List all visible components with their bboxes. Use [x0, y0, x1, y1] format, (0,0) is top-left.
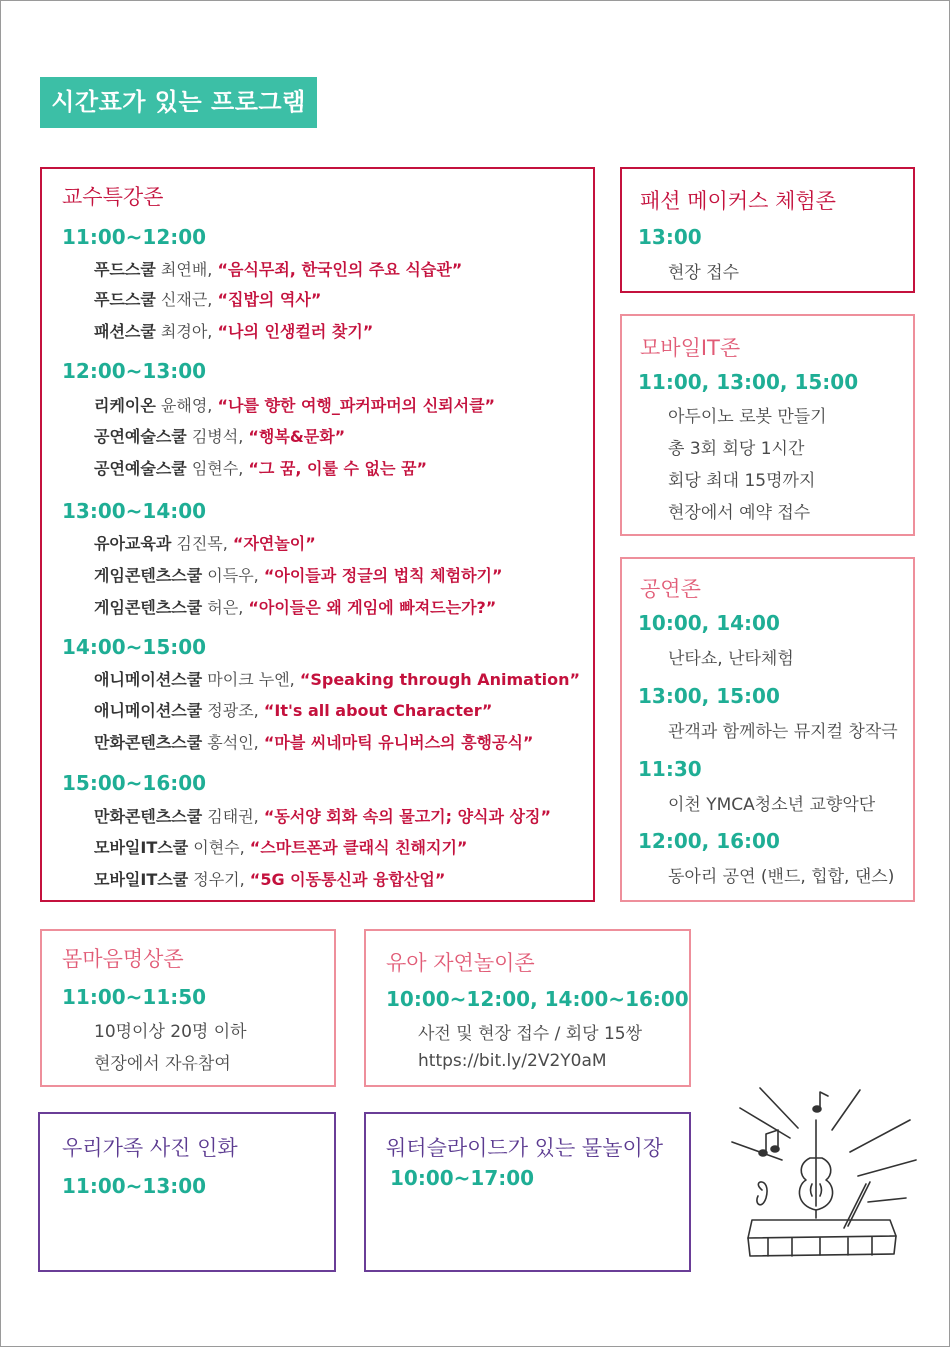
meditation-detail: 현장에서 자유참여 — [94, 1054, 231, 1074]
fashion-time: 13:00 — [638, 225, 702, 249]
kids-nature-detail: 사전 및 현장 접수 / 회당 15쌍 — [418, 1024, 643, 1044]
page-title: 시간표가 있는 프로그램 — [40, 77, 317, 128]
lecture-item: 게임콘텐츠스쿨 이득우, “아이들과 정글의 법칙 체험하기” — [94, 566, 503, 585]
mobile-detail: 아두이노 로봇 만들기 — [668, 407, 827, 427]
lecture-slot-time: 12:00~13:00 — [62, 359, 207, 383]
water-slide-title: 워터슬라이드가 있는 물놀이장 — [386, 1136, 664, 1160]
performance-time: 12:00, 16:00 — [638, 829, 780, 853]
lecture-item: 애니메이션스쿨 마이크 누엔, “Speaking through Animation” — [94, 670, 580, 689]
cello-stage-illustration — [720, 1080, 920, 1260]
meditation-zone-title: 몸마음명상존 — [62, 947, 184, 971]
lecture-zone-box — [40, 167, 595, 902]
family-photo-time: 11:00~13:00 — [62, 1174, 207, 1198]
kids-nature-zone-box — [364, 929, 691, 1087]
meditation-detail: 10명이상 20명 이하 — [94, 1022, 247, 1042]
mobile-time: 11:00, 13:00, 15:00 — [638, 370, 859, 394]
kids-nature-time: 10:00~12:00, 14:00~16:00 — [386, 987, 689, 1011]
lecture-item: 만화콘텐츠스쿨 김태권, “동서양 회화 속의 물고기; 양식과 상징” — [94, 807, 551, 826]
mobile-detail: 회당 최대 15명까지 — [668, 471, 816, 491]
water-slide-box — [364, 1112, 691, 1272]
fashion-zone-title: 패션 메이커스 체험존 — [640, 189, 836, 213]
lecture-zone-title: 교수특강존 — [62, 185, 164, 209]
performance-time: 10:00, 14:00 — [638, 611, 780, 635]
lecture-item: 공연예술스쿨 김병석, “행복&문화” — [94, 427, 346, 446]
performance-detail: 동아리 공연 (밴드, 힙합, 댄스) — [668, 867, 895, 887]
performance-detail: 난타쇼, 난타체험 — [668, 649, 794, 669]
performance-detail: 이천 YMCA청소년 교향악단 — [668, 795, 876, 815]
kids-nature-link[interactable]: https://bit.ly/2V2Y0aM — [418, 1051, 607, 1071]
family-photo-title: 우리가족 사진 인화 — [62, 1136, 238, 1160]
performance-zone-box — [620, 557, 915, 902]
lecture-item: 게임콘텐츠스쿨 허은, “아이들은 왜 게임에 빠져드는가?” — [94, 598, 497, 617]
mobile-detail: 총 3회 회당 1시간 — [668, 439, 805, 459]
performance-time: 13:00, 15:00 — [638, 684, 780, 708]
lecture-slot-time: 15:00~16:00 — [62, 771, 207, 795]
kids-nature-zone-title: 유아 자연놀이존 — [386, 951, 535, 975]
lecture-item: 유아교육과 김진목, “자연놀이” — [94, 534, 316, 553]
performance-time: 11:30 — [638, 757, 702, 781]
lecture-item: 모바일IT스쿨 이현수, “스마트폰과 클래식 친해지기” — [94, 838, 468, 857]
lecture-item: 공연예술스쿨 임현수, “그 꿈, 이룰 수 없는 꿈” — [94, 459, 427, 478]
lecture-slot-time: 14:00~15:00 — [62, 635, 207, 659]
mobile-zone-box — [620, 314, 915, 536]
mobile-detail: 현장에서 예약 접수 — [668, 503, 811, 523]
lecture-slot-time: 11:00~12:00 — [62, 225, 207, 249]
water-slide-time: 10:00~17:00 — [390, 1166, 535, 1190]
mobile-zone-title: 모바일IT존 — [640, 336, 741, 360]
meditation-time: 11:00~11:50 — [62, 985, 207, 1009]
performance-detail: 관객과 함께하는 뮤지컬 창작극 — [668, 722, 898, 742]
fashion-detail: 현장 접수 — [668, 263, 740, 283]
lecture-item: 푸드스쿨 신재근, “집밥의 역사” — [94, 290, 322, 309]
lecture-item: 만화콘텐츠스쿨 홍석인, “마블 씨네마틱 유니버스의 흥행공식” — [94, 733, 534, 752]
lecture-item: 패션스쿨 최경아, “나의 인생컬러 찾기” — [94, 322, 374, 341]
performance-zone-title: 공연존 — [640, 577, 701, 601]
fashion-zone-box — [620, 167, 915, 293]
lecture-item: 애니메이션스쿨 정광조, “It's all about Character” — [94, 701, 493, 720]
meditation-zone-box — [40, 929, 336, 1087]
lecture-item: 모바일IT스쿨 정우기, “5G 이동통신과 융합산업” — [94, 870, 446, 889]
family-photo-box — [38, 1112, 336, 1272]
lecture-item: 푸드스쿨 최연배, “음식무죄, 한국인의 주요 식습관” — [94, 260, 463, 279]
lecture-slot-time: 13:00~14:00 — [62, 499, 207, 523]
lecture-item: 리케이온 윤해영, “나를 향한 여행_파커파머의 신뢰서클” — [94, 396, 496, 415]
